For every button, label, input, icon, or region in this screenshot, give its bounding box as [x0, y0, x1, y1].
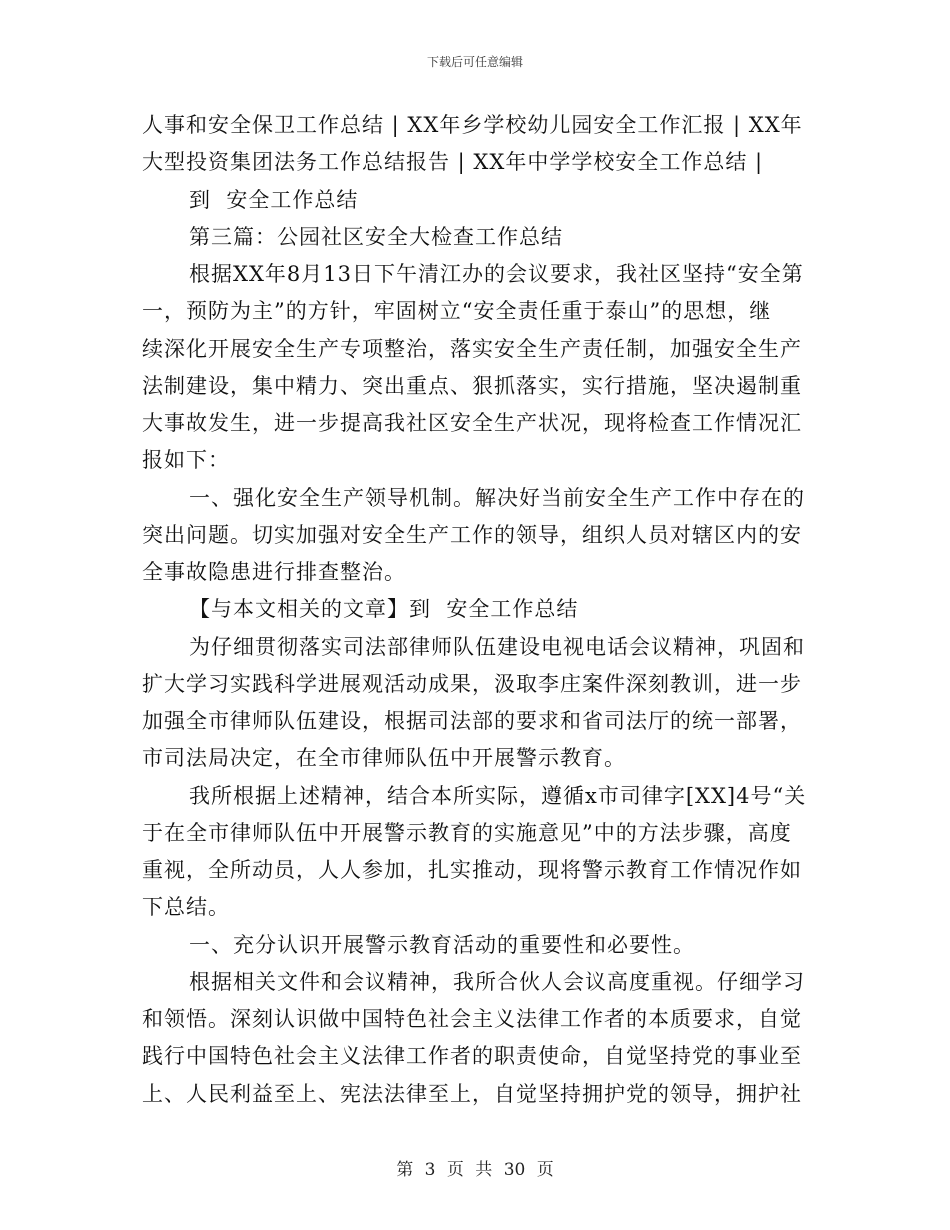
text-line: 到 安全工作总结	[189, 187, 359, 212]
text-line: 下总结。	[142, 895, 230, 920]
text-line: 大事故发生，进一步提高我社区安全生产状况，现将检查工作情况汇	[142, 411, 802, 435]
text-line: 突出问题。切实加强对安全生产工作的领导，组织人员对辖区内的安	[142, 522, 802, 547]
text-line: 市司法局决定，在全市律师队伍中开展警示教育。	[142, 746, 626, 771]
text-line: 加强全市律师队伍建设，根据司法部的要求和省司法厅的统一部署，	[142, 709, 802, 733]
page-footer: 第 3 页 共 30 页	[396, 1160, 554, 1180]
text-line: 法制建设，集中精力、突出重点、狠抓落实，实行措施，坚决遏制重	[142, 373, 802, 398]
text-line: 我所根据上述精神，结合本所实际，遵循x市司律字[XX]4号“关	[189, 783, 807, 808]
text-line: 扩大学习实践科学进展观活动成果，汲取李庄案件深刻教训，进一步	[142, 671, 802, 696]
text-line: 人事和安全保卫工作总结 | XX年乡学校幼儿园安全工作汇报 | XX年	[142, 113, 803, 137]
text-line: 续深化开展安全生产专项整治，落实安全生产责任制，加强安全生产	[142, 336, 802, 361]
text-line: 大型投资集团法务工作总结报告 | XX年中学学校安全工作总结 |	[142, 150, 764, 175]
text-line: 重视，全所动员，人人参加，扎实推动，现将警示教育工作情况作如	[142, 858, 802, 882]
text-line: 践行中国特色社会主义法律工作者的职责使命，自觉坚持党的事业至	[142, 1044, 802, 1069]
text-line: 一、充分认识开展警示教育活动的重要性和必要性。	[189, 932, 695, 957]
text-line: 上、人民利益至上、宪法法律至上，自觉坚持拥护党的领导，拥护社	[142, 1081, 802, 1106]
page-header: 下载后可任意编辑	[426, 55, 523, 69]
text-line: 一，预防为主”的方针，牢固树立“安全责任重于泰山”的思想，继	[142, 299, 772, 324]
text-line: 全事故隐患进行排查整治。	[142, 560, 406, 584]
text-line: 根据XX年8月13日下午清江办的会议要求，我社区坚持“安全第	[189, 262, 804, 286]
text-line: 为仔细贯彻落实司法部律师队伍建设电视电话会议精神，巩固和	[189, 634, 805, 659]
text-line: 报如下：	[142, 448, 230, 473]
text-line: 一、强化安全生产领导机制。解决好当前安全生产工作中存在的	[189, 485, 805, 510]
text-line: 于在全市律师队伍中开展警示教育的实施意见”中的方法步骤，高度	[142, 820, 792, 845]
section-title: 第三篇：公园社区安全大检查工作总结	[189, 224, 563, 249]
related-articles-heading: 【与本文相关的文章】到 安全工作总结	[189, 597, 579, 622]
text-line: 根据相关文件和会议精神，我所合伙人会议高度重视。仔细学习	[189, 969, 805, 994]
text-line: 和领悟。深刻认识做中国特色社会主义法律工作者的本质要求，自觉	[142, 1007, 802, 1031]
document-body	[142, 107, 814, 1113]
